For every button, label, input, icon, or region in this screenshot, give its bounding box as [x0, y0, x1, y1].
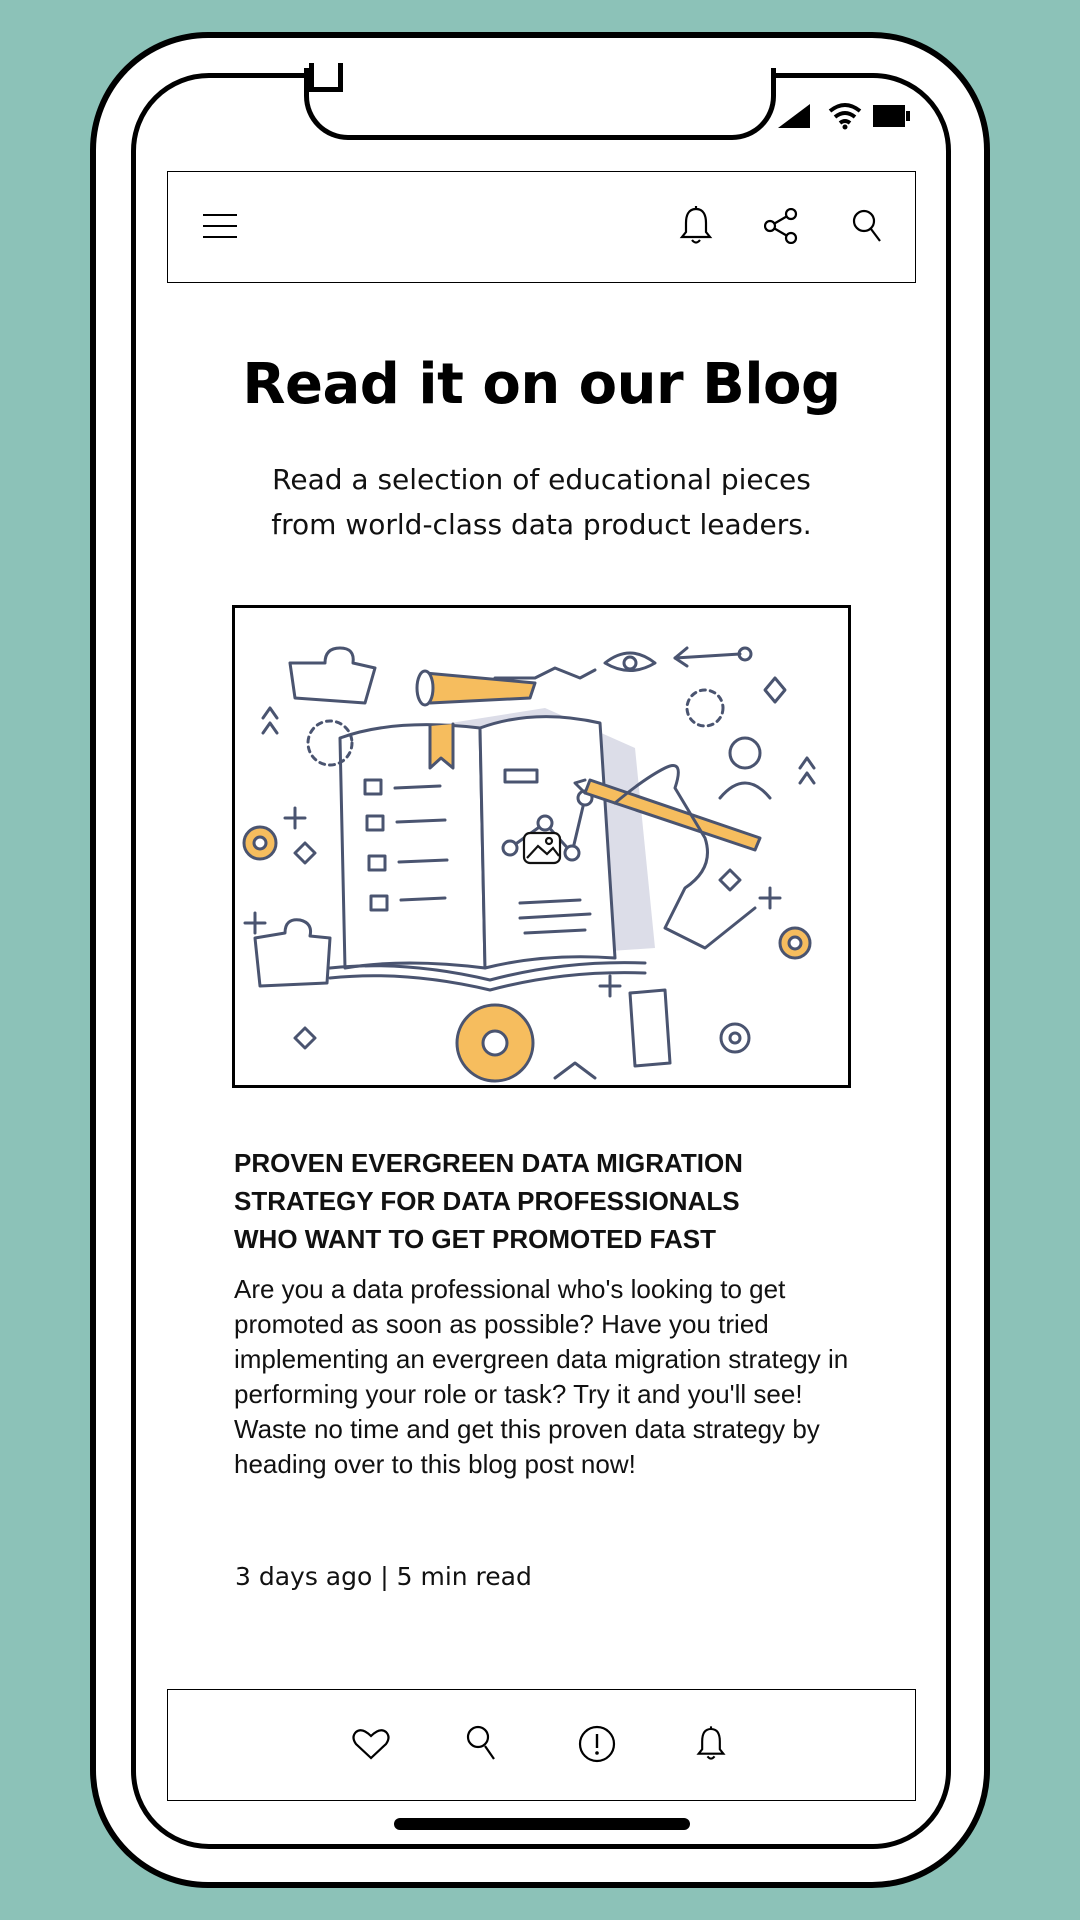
post-title-line: STRATEGY FOR DATA PROFESSIONALS	[234, 1186, 740, 1216]
subtitle-line: from world-class data product leaders.	[271, 508, 812, 541]
post-meta: 3 days ago | 5 min read	[235, 1562, 532, 1591]
doodle-illustration	[235, 608, 848, 1085]
page-subtitle	[200, 457, 883, 547]
top-app-bar	[167, 171, 916, 283]
page-title: Read it on our Blog	[242, 352, 841, 417]
subtitle-line: Read a selection of educational pieces	[272, 463, 811, 496]
search-icon[interactable]	[850, 208, 884, 244]
status-bar	[776, 102, 916, 132]
home-indicator[interactable]	[394, 1818, 690, 1830]
bell-icon[interactable]	[678, 206, 714, 246]
share-icon[interactable]	[763, 207, 799, 245]
post-excerpt: Are you a data professional who's looking to get promoted as soon as possible? Have you tried implementing an evergreen data migration strategy in performing your role or task? Try it and you'll see! Waste no time and get this proven data strategy by heading over to this blog post now!	[234, 1274, 849, 1479]
post-title-line: WHO WANT TO GET PROMOTED FAST	[234, 1224, 716, 1254]
heart-icon[interactable]	[351, 1726, 391, 1762]
blog-illustration[interactable]	[232, 605, 851, 1088]
menu-icon[interactable]	[202, 208, 238, 244]
image-icon	[524, 833, 560, 863]
search-icon[interactable]	[465, 1724, 497, 1762]
battery-icon	[872, 102, 912, 130]
bottom-nav-bar	[167, 1689, 916, 1801]
bell-icon[interactable]	[695, 1724, 727, 1764]
alert-icon[interactable]	[578, 1725, 616, 1763]
post-title-line: PROVEN EVERGREEN DATA MIGRATION	[234, 1148, 743, 1178]
wifi-icon	[828, 102, 862, 130]
signal-icon	[776, 102, 812, 130]
notch	[304, 68, 776, 140]
post-title[interactable]	[234, 1144, 794, 1258]
